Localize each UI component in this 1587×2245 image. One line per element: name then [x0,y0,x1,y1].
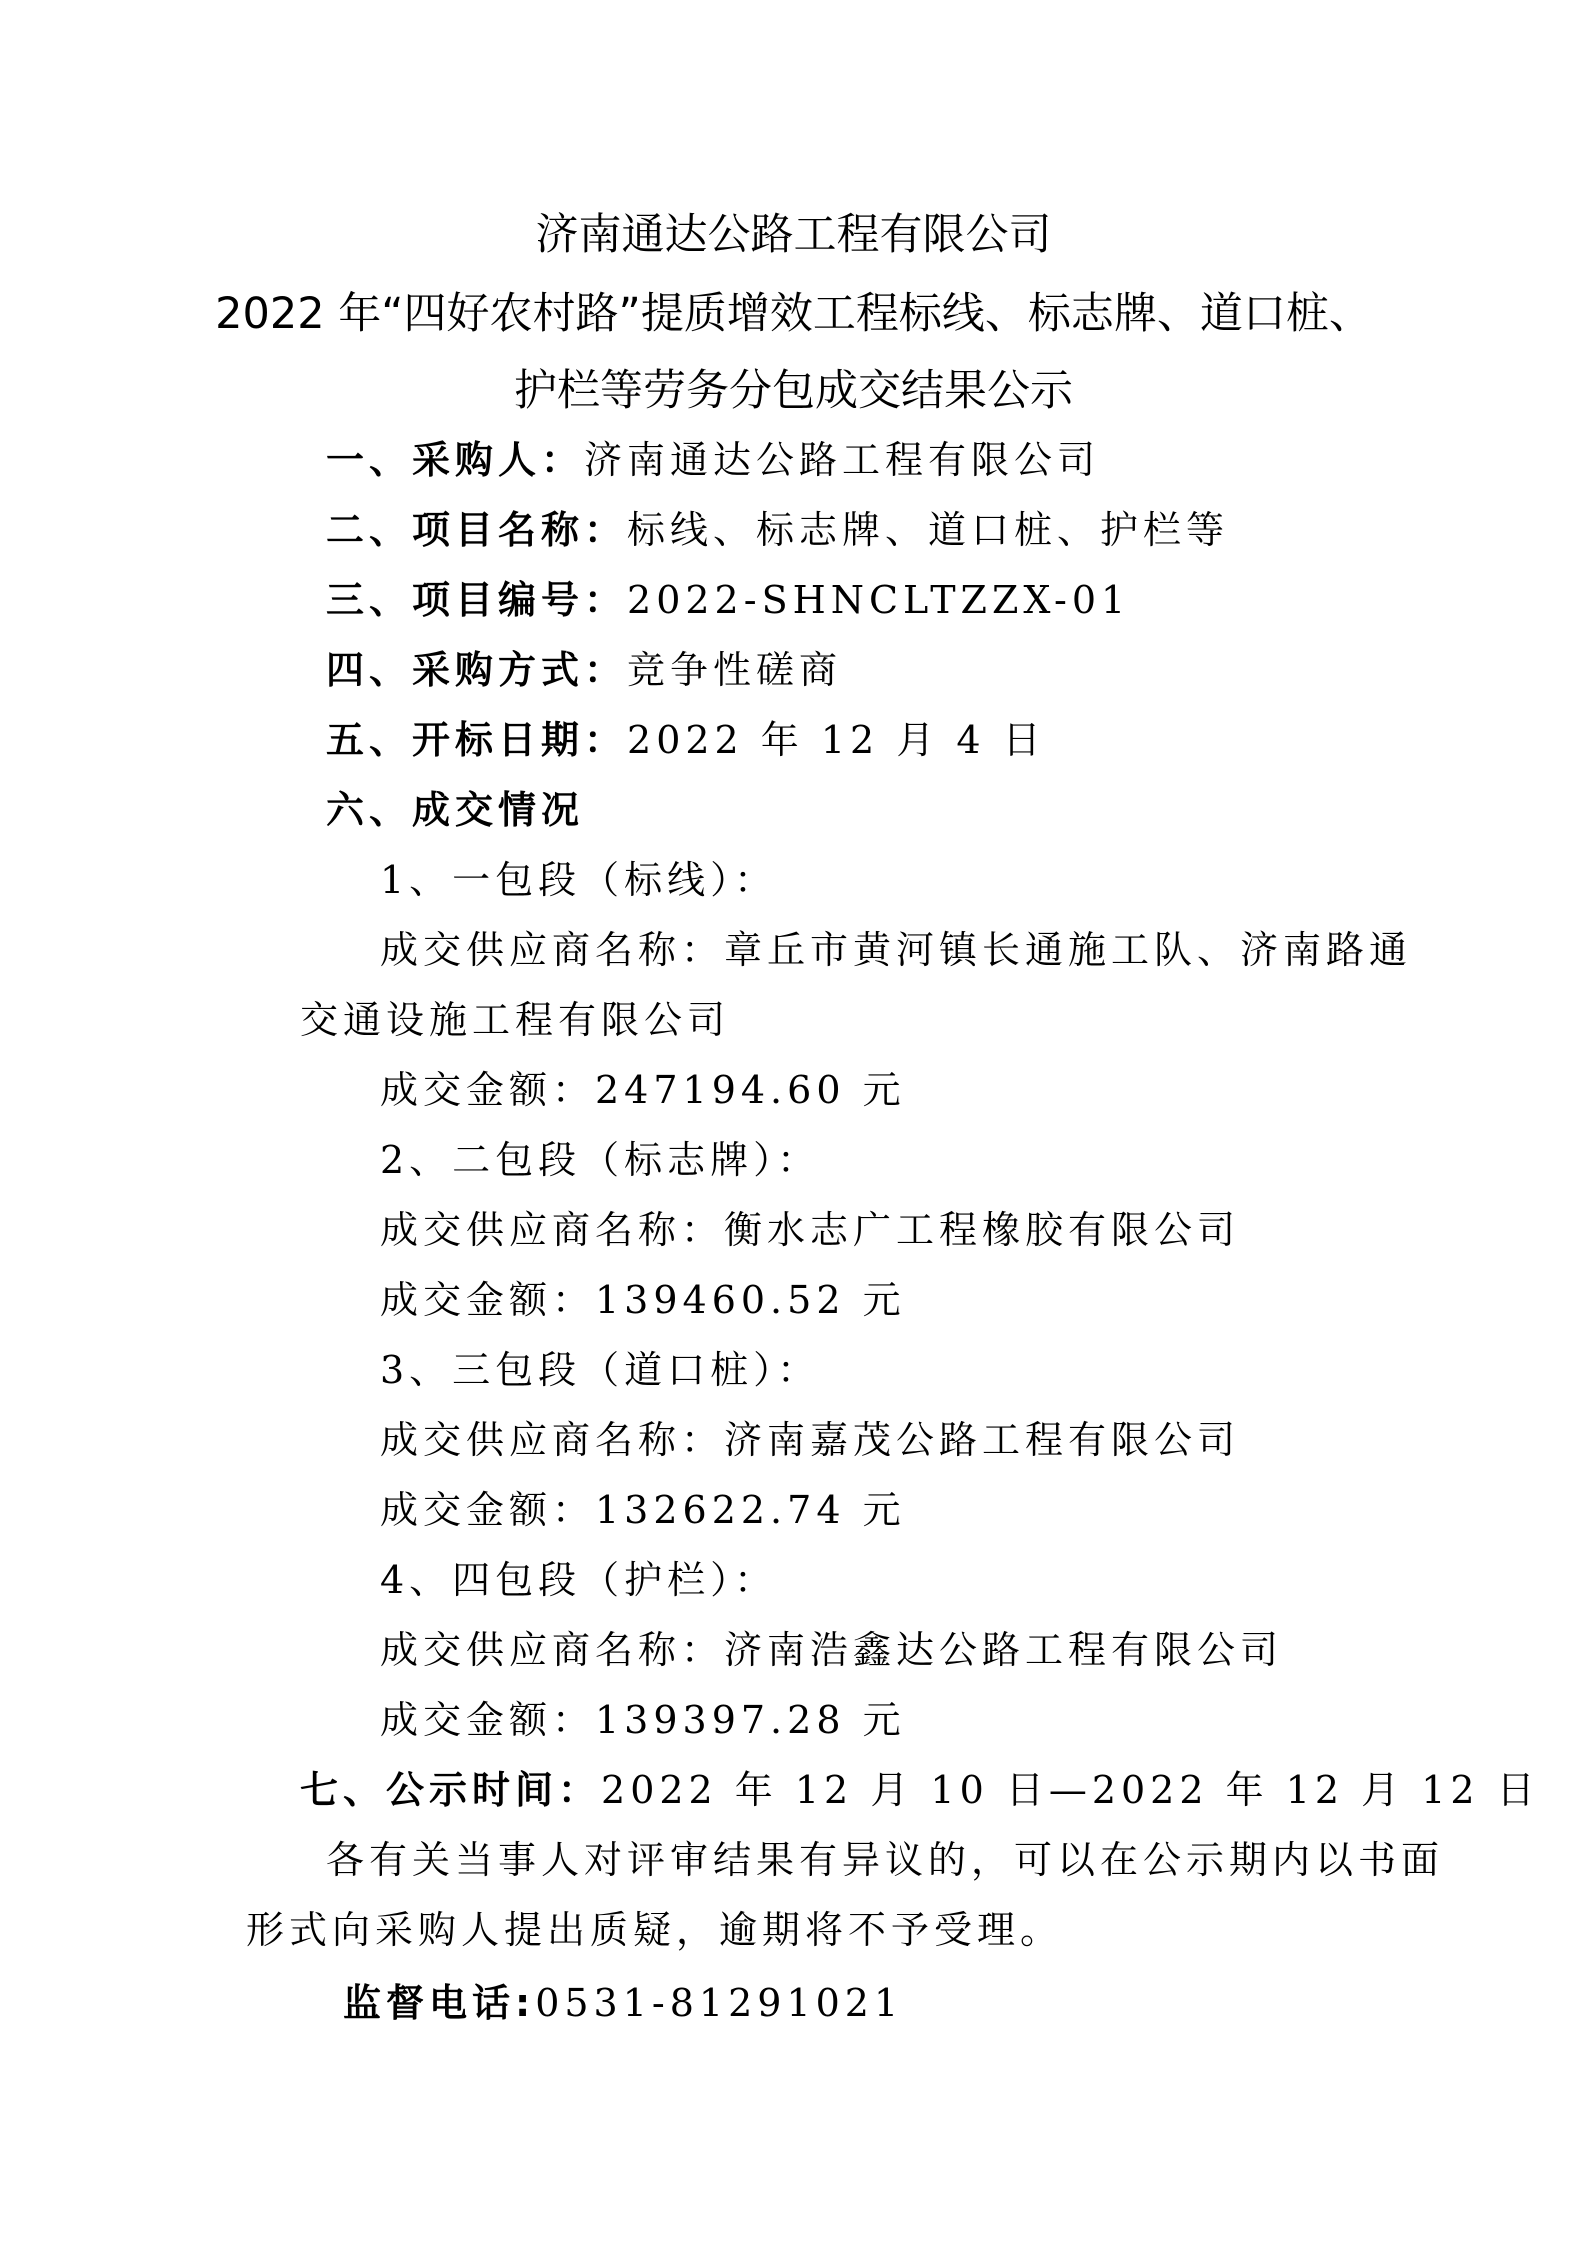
package-heading: 3、三包段（道口桩）： [380,1348,821,1392]
deal-section-row [326,788,585,832]
package-amount: 成交金额：139397.28 元 [380,1698,906,1742]
purchaser-row [326,438,1101,482]
purchaser-value: 济南通达公路工程有限公司 [584,438,1101,482]
supervision-phone-value: 0531-81291021 [535,1981,904,2025]
title-project-line2: 护栏等劳务分包成交结果公示 [514,366,1073,416]
deal-section-label: 六、成交情况 [326,788,585,832]
package-heading: 2、二包段（标志牌）： [380,1138,821,1182]
open-date-row [326,718,1046,762]
purchase-method-row [326,648,843,692]
project-number-row [326,578,1131,622]
package-supplier-continued: 交通设施工程有限公司 [300,998,731,1042]
purchaser-label: 一、采购人： [326,438,585,482]
objection-text-continued: 形式向采购人提出质疑，逾期将不予受理。 [246,1908,1064,1952]
project-name-value: 标线、标志牌、道口桩、护栏等 [627,508,1230,552]
notice-period-label: 七、公示时间： [300,1768,602,1812]
notice-period-value: 2022 年 12 月 10 日—2022 年 12 月 12 日 [601,1768,1540,1812]
title-company: 济南通达公路工程有限公司 [535,210,1052,260]
notice-period-row [300,1768,1540,1812]
open-date-label: 五、开标日期： [326,718,628,762]
package-supplier: 成交供应商名称：济南浩鑫达公路工程有限公司 [380,1628,1284,1672]
open-date-value: 2022 年 12 月 4 日 [627,718,1046,762]
package-amount: 成交金额：139460.52 元 [380,1278,906,1322]
package-supplier: 成交供应商名称：章丘市黄河镇长通施工队、济南路通 [380,928,1413,972]
package-amount: 成交金额：132622.74 元 [380,1488,906,1532]
objection-text: 各有关当事人对评审结果有异议的，可以在公示期内以书面 [326,1838,1445,1882]
project-number-label: 三、项目编号： [326,578,628,622]
package-heading: 4、四包段（护栏）： [380,1558,778,1602]
package-supplier: 成交供应商名称：衡水志广工程橡胶有限公司 [380,1208,1241,1252]
project-name-row [326,508,1230,552]
project-name-label: 二、项目名称： [326,508,628,552]
project-number-value: 2022-SHNCLTZZX-01 [627,578,1131,622]
purchase-method-label: 四、采购方式： [326,648,628,692]
purchase-method-value: 竞争性磋商 [627,648,843,692]
supervision-phone-label: 监督电话: [343,1981,536,2025]
title-project-line1: 2022 年“四好农村路”提质增效工程标线、标志牌、道口桩、 [215,289,1372,339]
package-heading: 1、一包段（标线）： [380,858,778,902]
package-supplier: 成交供应商名称：济南嘉茂公路工程有限公司 [380,1418,1241,1462]
supervision-phone-row [343,1981,904,2025]
package-amount: 成交金额：247194.60 元 [380,1068,906,1112]
